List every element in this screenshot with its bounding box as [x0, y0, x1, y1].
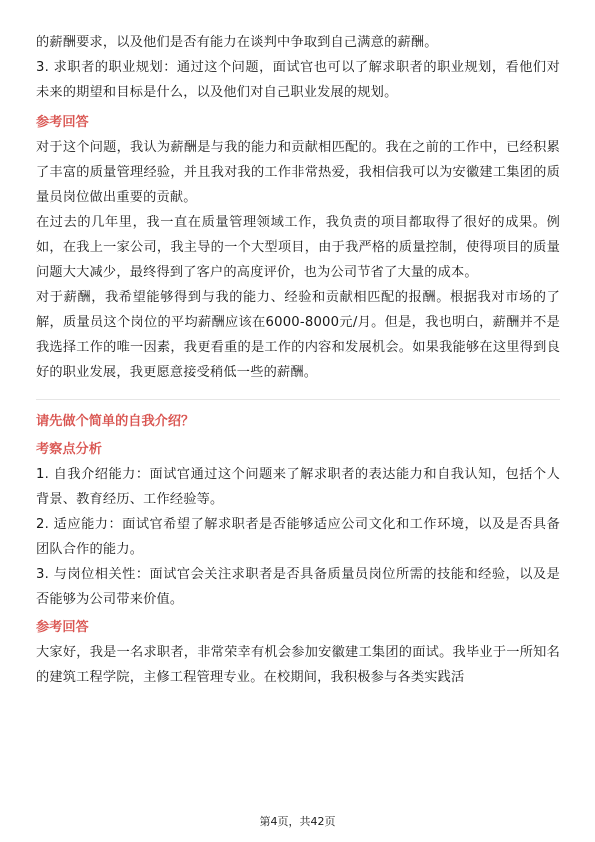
analysis-item: 1. 自我介绍能力：面试官通过这个问题来了解求职者的表达能力和自我认知，包括个人背景、教育经历、工作经验等。: [36, 467, 560, 507]
answer-paragraph: 在过去的几年里，我一直在质量管理领域工作，我负责的项目都取得了很好的成果。例如，在我上一家公司，我主导的一个大型项目，由于我严格的质量控制，使得项目的质量问题大大减少，最终得到了客户的高度评价，也为公司节省了大量的成本。: [36, 215, 560, 280]
analysis-item: 2. 适应能力：面试官希望了解求职者是否能够适应公司文化和工作环境，以及是否具备团队合作的能力。: [36, 517, 560, 557]
section-divider: [36, 399, 560, 400]
analysis-item: 3. 与岗位相关性：面试官会关注求职者是否具备质量员岗位所需的技能和经验，以及是否能够为公司带来价值。: [36, 567, 560, 607]
answer-paragraph: 对于薪酬，我希望能够得到与我的能力、经验和贡献相匹配的报酬。根据我对市场的了解，质量员这个岗位的平均薪酬应该在6000-8000元/月。但是，我也明白，薪酬并不是我选择工作的唯一因素，我更看重的是工作的内容和发展机会。如果我能够在这里得到良好的职业发展，我更愿意接受稍低一些的薪酬。: [36, 290, 560, 380]
analysis-heading: 考察点分析: [36, 442, 102, 457]
page-number: 第4页，共42页: [259, 815, 336, 828]
answer-paragraph: 大家好，我是一名求职者，非常荣幸有机会参加安徽建工集团的面试。我毕业于一所知名的建筑工程学院，主修工程管理专业。在校期间，我积极参与各类实践活: [36, 645, 560, 685]
paragraph-salary-requirement: 的薪酬要求，以及他们是否有能力在谈判中争取到自己满意的薪酬。: [36, 35, 438, 50]
reference-answer-heading: 参考回答: [36, 620, 89, 635]
question-title: 请先做个简单的自我介绍？: [36, 414, 195, 429]
paragraph-career-plan: 3. 求职者的职业规划：通过这个问题，面试官也可以了解求职者的职业规划，看他们对未来的期望和目标是什么，以及他们对自己职业发展的规划。: [36, 60, 560, 100]
answer-paragraph: 对于这个问题，我认为薪酬是与我的能力和贡献相匹配的。我在之前的工作中，已经积累了丰富的质量管理经验，并且我对我的工作非常热爱，我相信我可以为安徽建工集团的质量员岗位做出重要的贡献。: [36, 140, 560, 205]
document-page: [36, 30, 560, 690]
reference-answer-heading: 参考回答: [36, 115, 89, 130]
